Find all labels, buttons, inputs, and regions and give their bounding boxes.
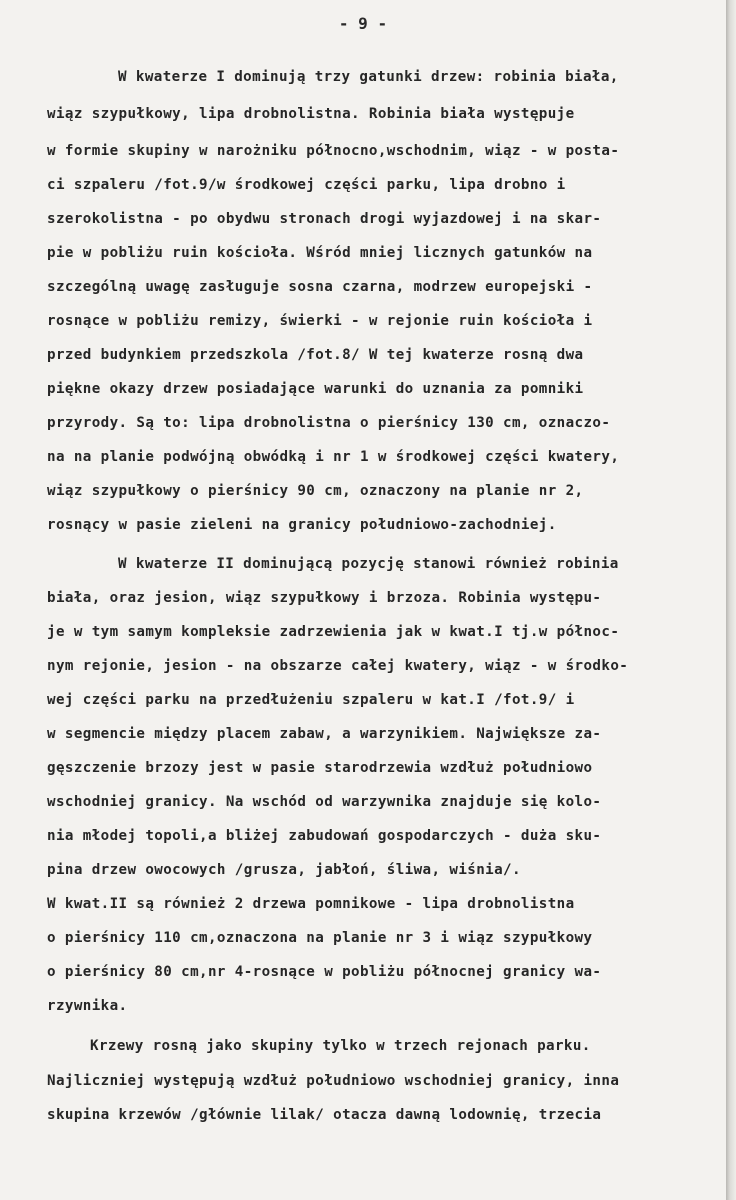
- text-line: wiąz szypułkowy o pierśnicy 90 cm, oznaczony na planie nr 2,: [47, 483, 584, 499]
- text-line: je w tym samym kompleksie zadrzewienia jak w kwat.I tj.w północ-: [47, 624, 620, 640]
- text-line: rosnący w pasie zieleni na granicy południowo-zachodniej.: [47, 517, 557, 533]
- text-line: W kwaterze II dominującą pozycję stanowi również robinia: [118, 556, 619, 572]
- text-line: o pierśnicy 80 cm,nr 4-rosnące w pobliżu północnej granicy wa-: [47, 964, 602, 980]
- text-line: nia młodej topoli,a bliżej zabudowań gospodarczych - duża sku-: [47, 828, 602, 844]
- text-line: rzywnika.: [47, 998, 128, 1014]
- text-line: na na planie podwójną obwódką i nr 1 w środkowej części kwatery,: [47, 449, 620, 465]
- text-line: przed budynkiem przedszkola /fot.8/ W tej kwaterze rosną dwa: [47, 347, 584, 363]
- text-line: wej części parku na przedłużeniu szpaleru w kat.I /fot.9/ i: [47, 692, 575, 708]
- text-line: ci szpaleru /fot.9/w środkowej części parku, lipa drobno i: [47, 177, 566, 193]
- text-line: szerokolistna - po obydwu stronach drogi wyjazdowej i na skar-: [47, 211, 602, 227]
- text-line: Najliczniej występują wzdłuż południowo wschodniej granicy, inna: [47, 1073, 620, 1089]
- text-line: pina drzew owocowych /grusza, jabłoń, śliwa, wiśnia/.: [47, 862, 521, 878]
- text-line: piękne okazy drzew posiadające warunki do uznania za pomniki: [47, 381, 584, 397]
- text-line: wiąz szypułkowy, lipa drobnolistna. Robinia biała występuje: [47, 106, 575, 122]
- text-line: w segmencie między placem zabaw, a warzynikiеm. Największe za-: [47, 726, 602, 742]
- text-line: przyrody. Są to: lipa drobnolistna o pierśnicy 130 cm, oznaczo-: [47, 415, 611, 431]
- text-line: Krzewy rosną jako skupiny tylko w trzech rejonach parku.: [90, 1038, 591, 1054]
- text-line: skupina krzewów /głównie lilak/ otacza dawną lodownię, trzecia: [47, 1107, 602, 1123]
- text-line: wschodniej granicy. Na wschód od warzywnika znajduje się kolo-: [47, 794, 602, 810]
- page-edge-shadow: [726, 0, 736, 1200]
- text-line: W kwat.II są również 2 drzewa pomnikowe - lipa drobnolistna: [47, 896, 575, 912]
- text-line: o pierśnicy 110 cm,oznaczona na planie nr 3 i wiąz szypułkowy: [47, 930, 593, 946]
- text-line: w formie skupiny w narożniku północno,wschodnim, wiąz - w posta-: [47, 143, 620, 159]
- text-line: pie w pobliżu ruin kościoła. Wśród mniej licznych gatunków na: [47, 245, 593, 261]
- text-line: nym rejonie, jesion - na obszarze całej kwatery, wiąz - w środko-: [47, 658, 629, 674]
- text-line: biała, oraz jesion, wiąz szypułkowy i brzoza. Robinia występu-: [47, 590, 602, 606]
- text-line: W kwaterze I dominują trzy gatunki drzew: robinia biała,: [118, 69, 619, 85]
- page-number: - 9 -: [338, 14, 388, 33]
- text-line: gęszczenie brzozy jest w pasie starodrzewia wzdłuż południowo: [47, 760, 593, 776]
- text-line: szczególną uwagę zasługuje sosna czarna, modrzew europejski -: [47, 279, 593, 295]
- text-line: rosnące w pobliżu remizy, świerki - w rejonie ruin kościoła i: [47, 313, 593, 329]
